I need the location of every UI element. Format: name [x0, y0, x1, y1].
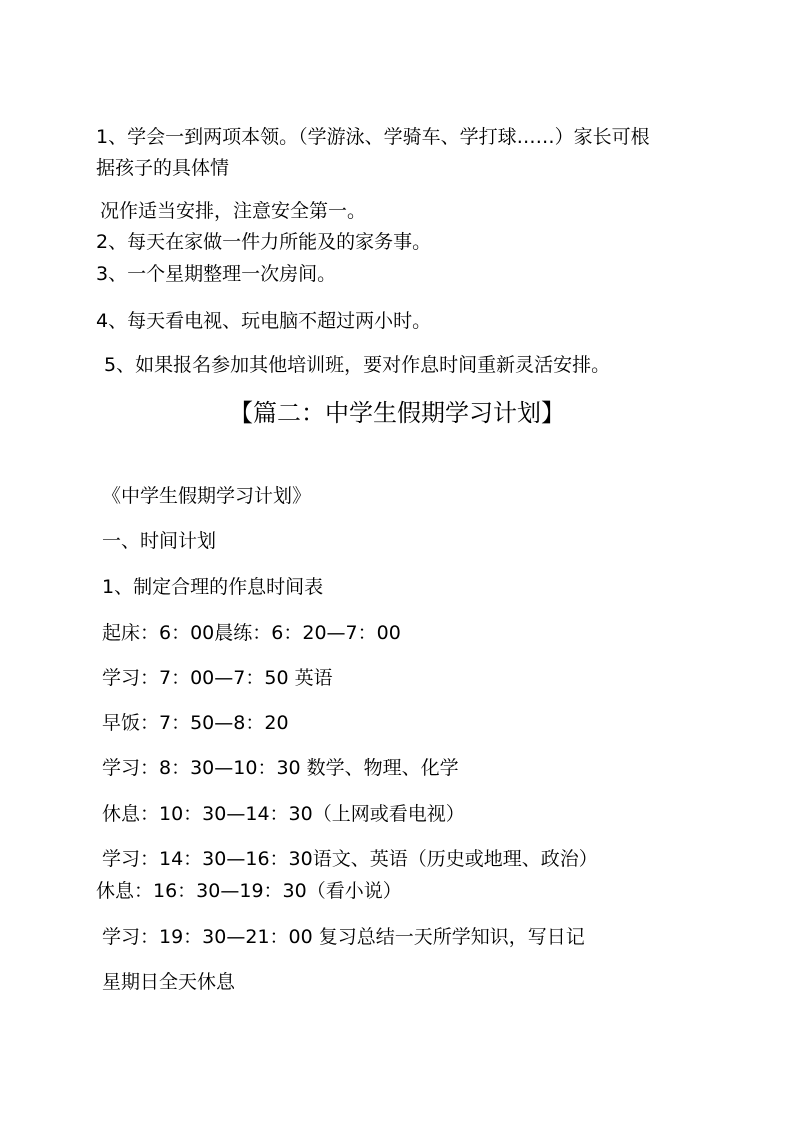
schedule-item: 休息：10：30—14：30（上网或看电视）: [102, 803, 465, 825]
item-1-line-1: 1、学会一到两项本领。（学游泳、学骑车、学打球……）家长可根: [96, 126, 650, 148]
item-1-line-3: 况作适当安排，注意安全第一。: [100, 200, 367, 222]
item-1-line-2: 据孩子的具体情: [96, 157, 230, 179]
item-5: 5、如果报名参加其他培训班，要对作息时间重新灵活安排。: [104, 354, 611, 376]
section-heading: 【篇二：中学生假期学习计划】: [229, 399, 565, 427]
schedule-item: 休息：16：30—19：30（看小说）: [96, 880, 402, 902]
item-4: 4、每天看电视、玩电脑不超过两小时。: [96, 310, 432, 332]
schedule-item: 学习：8：30—10：30 数学、物理、化学: [102, 757, 459, 779]
schedule-item: 星期日全天休息: [102, 971, 236, 993]
schedule-item: 学习：19：30—21：00 复习总结一天所学知识，写日记: [102, 926, 585, 948]
subsection-1-title: 1、制定合理的作息时间表: [102, 576, 324, 598]
part-1-title: 一、时间计划: [102, 530, 217, 552]
schedule-item: 起床：6：00晨练：6：20—7：00: [102, 622, 401, 644]
schedule-item: 学习：14：30—16：30语文、英语（历史或地理、政治）: [102, 848, 598, 870]
book-title: 《中学生假期学习计划》: [102, 485, 312, 507]
schedule-item: 学习：7：00—7：50 英语: [102, 667, 333, 689]
item-3: 3、一个星期整理一次房间。: [96, 263, 337, 285]
item-2: 2、每天在家做一件力所能及的家务事。: [96, 231, 432, 253]
schedule-item: 早饭：7：50—8：20: [102, 712, 289, 734]
